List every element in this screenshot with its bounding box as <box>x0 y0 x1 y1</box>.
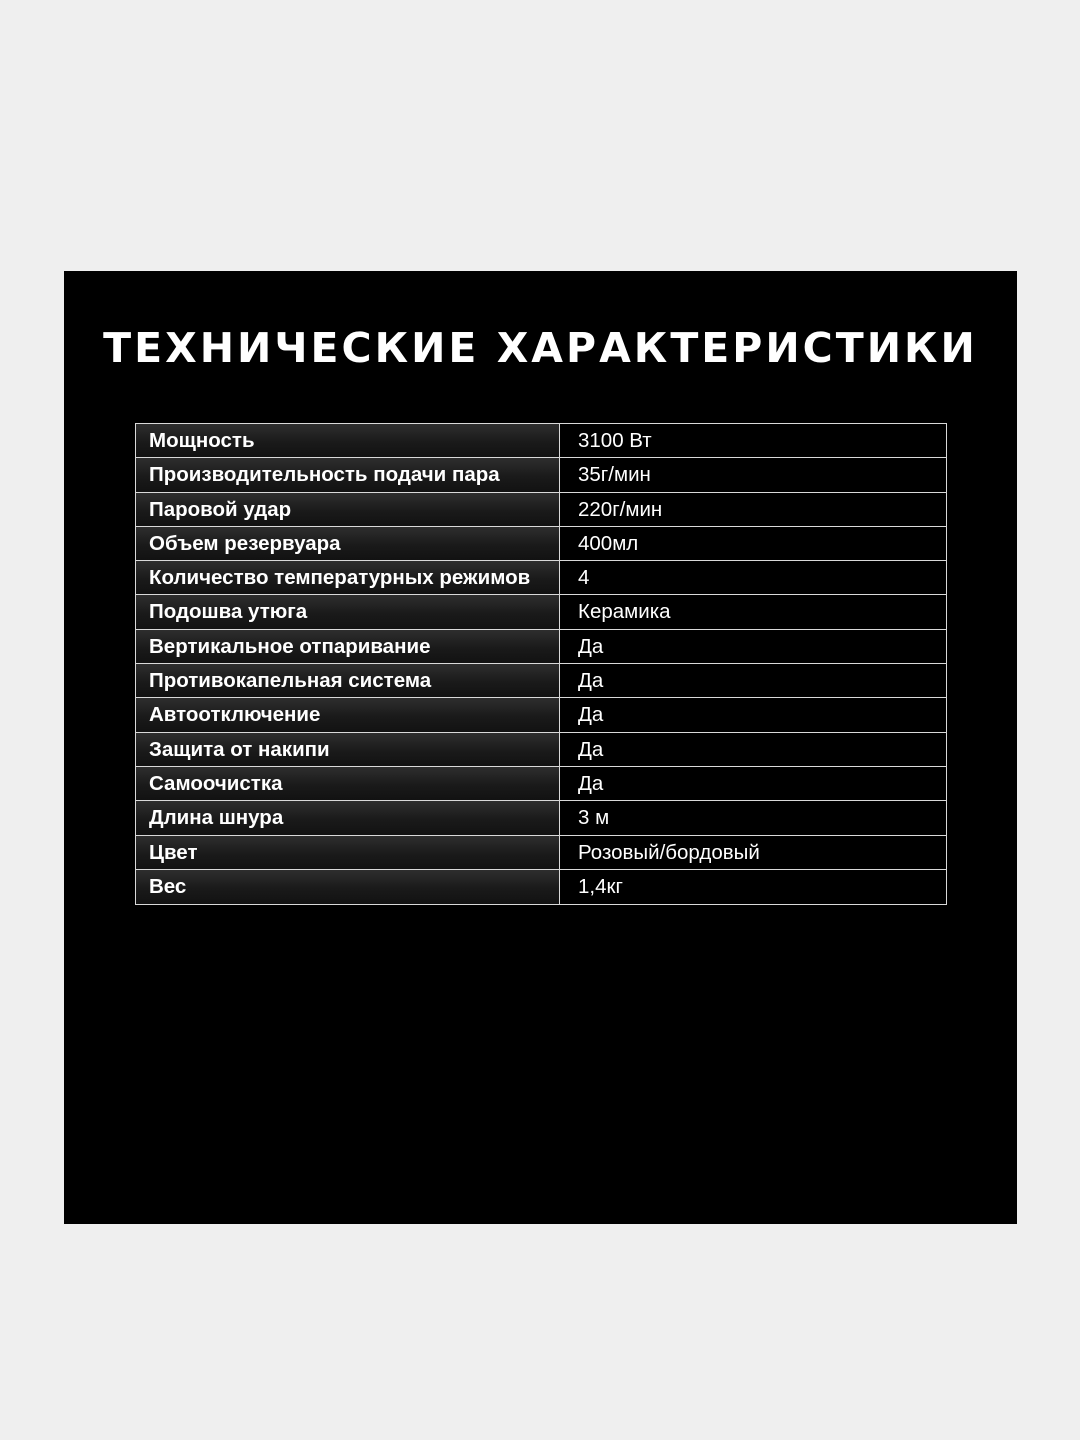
spec-row-soleplate <box>136 595 946 629</box>
spec-row-anti-drip <box>136 664 946 698</box>
spec-row-steam-shot <box>136 493 946 527</box>
spec-value: Да <box>560 767 946 800</box>
spec-value: 3 м <box>560 801 946 834</box>
spec-label: Самоочистка <box>136 767 560 800</box>
spec-label: Мощность <box>136 424 560 457</box>
spec-table <box>135 423 947 905</box>
spec-row-steam-output <box>136 458 946 492</box>
spec-value: 400мл <box>560 527 946 560</box>
spec-label: Подошва утюга <box>136 595 560 628</box>
spec-panel <box>64 271 1017 1224</box>
spec-value: Керамика <box>560 595 946 628</box>
spec-label: Паровой удар <box>136 493 560 526</box>
spec-label: Количество температурных режимов <box>136 561 560 594</box>
spec-label: Цвет <box>136 836 560 869</box>
spec-label: Противокапельная система <box>136 664 560 697</box>
spec-row-auto-off <box>136 698 946 732</box>
spec-row-anti-calc <box>136 733 946 767</box>
spec-row-cord-length <box>136 801 946 835</box>
spec-row-power <box>136 424 946 458</box>
spec-row-self-clean <box>136 767 946 801</box>
spec-label: Производительность подачи пара <box>136 458 560 491</box>
spec-value: Да <box>560 664 946 697</box>
spec-label: Объем резервуара <box>136 527 560 560</box>
spec-value: Розовый/бордовый <box>560 836 946 869</box>
spec-row-temperature-modes <box>136 561 946 595</box>
spec-label: Вертикальное отпаривание <box>136 630 560 663</box>
spec-label: Автоотключение <box>136 698 560 731</box>
spec-row-tank-volume <box>136 527 946 561</box>
spec-value: Да <box>560 630 946 663</box>
spec-value: 220г/мин <box>560 493 946 526</box>
spec-value: 3100 Вт <box>560 424 946 457</box>
spec-row-color <box>136 836 946 870</box>
spec-value: 4 <box>560 561 946 594</box>
spec-row-weight <box>136 870 946 904</box>
spec-label: Длина шнура <box>136 801 560 834</box>
spec-value: 1,4кг <box>560 870 946 904</box>
page-title: ТЕХНИЧЕСКИЕ ХАРАКТЕРИСТИКИ <box>103 324 978 372</box>
spec-row-vertical-steam <box>136 630 946 664</box>
spec-label: Вес <box>136 870 560 904</box>
spec-value: 35г/мин <box>560 458 946 491</box>
spec-value: Да <box>560 733 946 766</box>
spec-value: Да <box>560 698 946 731</box>
spec-label: Защита от накипи <box>136 733 560 766</box>
